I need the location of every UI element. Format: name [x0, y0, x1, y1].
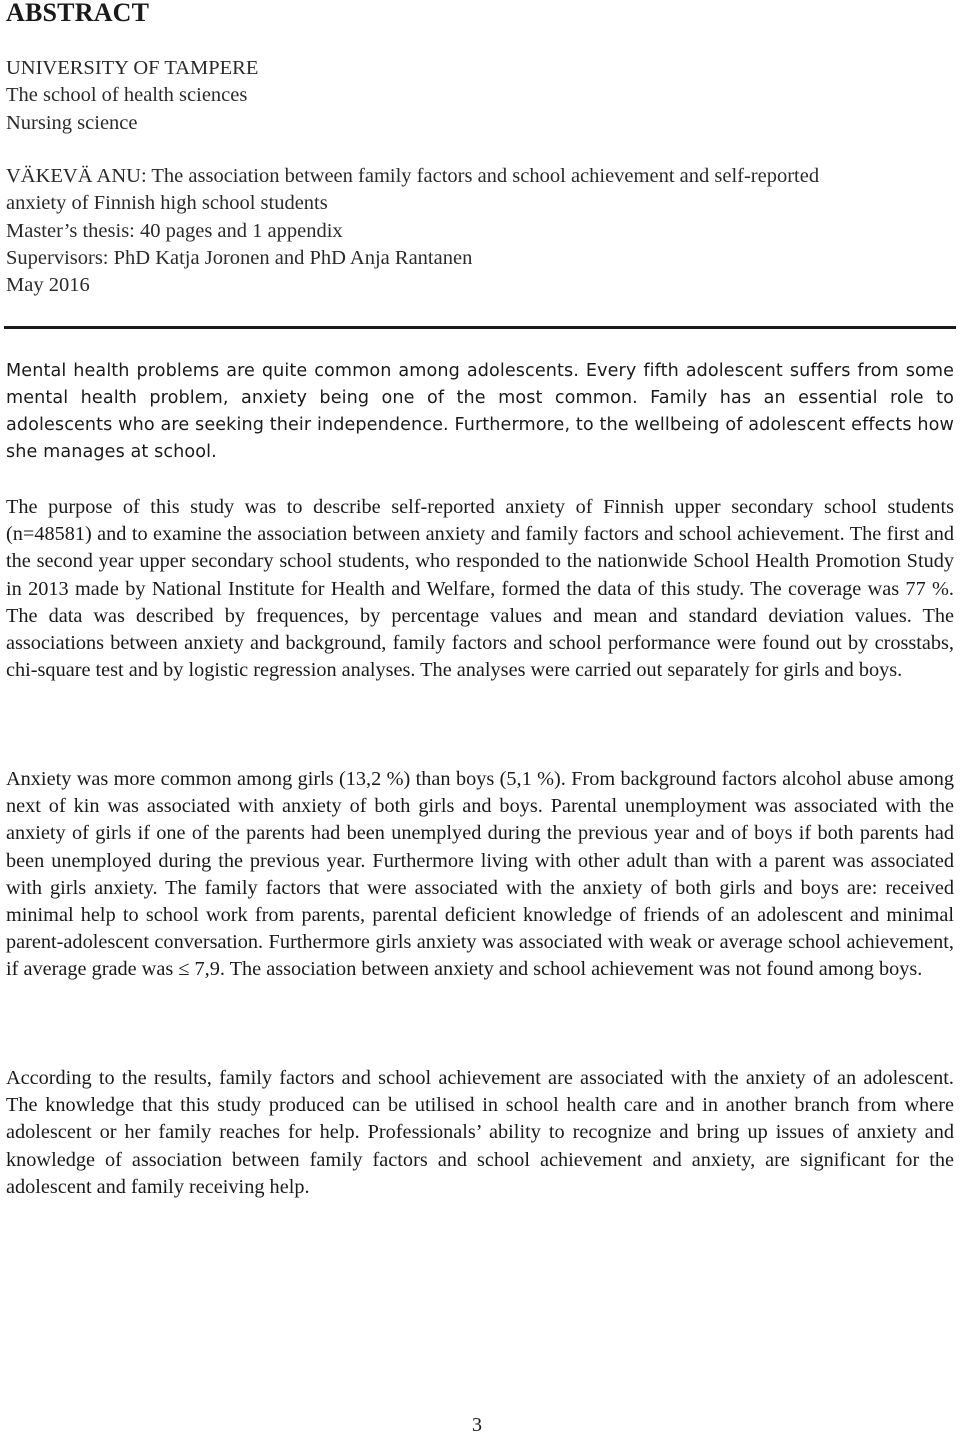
thesis-title-line-1: VÄKEVÄ ANU: The association between family factors and school achievement and self-reported	[6, 165, 820, 187]
thesis-supervisors: Supervisors: PhD Katja Joronen and PhD Anja Rantanen	[6, 246, 473, 269]
abstract-heading: ABSTRACT	[6, 0, 150, 27]
school-name: The school of health sciences	[6, 84, 248, 107]
subject-name: Nursing science	[6, 111, 138, 134]
abstract-paragraph-conclusions: According to the results, family factors and school achievement are associated with the anxiety of an adolescent. The knowledge that this study produced can be utilised in school health care and in another branch from where adolescent or her family reaches for help. Professionals’ ability to recognize and bring up issues of anxiety and knowledge of association between family factors and school achievement and anxiety, are significant for the adolescent and family receiving help.	[6, 1067, 954, 1198]
thesis-date: May 2016	[6, 274, 90, 297]
thesis-title-line-2: anxiety of Finnish high school students	[6, 192, 328, 215]
document-page	[6, 0, 956, 1440]
page-number: 3	[472, 1414, 482, 1436]
abstract-paragraph-background: Mental health problems are quite common among adolescents. Every fifth adolescent suffers from some mental health problem, anxiety being one of the most common. Family has an essential role to adolescents who are seeking their independence. Furthermore, to the wellbeing of adolescent effects how she manages at school.	[6, 361, 954, 462]
abstract-paragraph-purpose-methods: The purpose of this study was to describe self-reported anxiety of Finnish upper secondary school students (n=48581) and to examine the association between anxiety and family factors and school achievement. The first and the second year upper secondary school students, who responded to the nationwide School Health Promotion Study in 2013 made by National Institute for Health and Welfare, formed the data of this study. The coverage was 77 %. The data was described by frequences, by percentage values and mean and standard deviation values. The associations between anxiety and background, family factors and school performance were found out by crosstabs, chi-square test and by logistic regression analyses. The analyses were carried out separately for girls and boys.	[6, 496, 954, 682]
institution-block	[6, 55, 956, 137]
abstract-paragraph-results: Anxiety was more common among girls (13,2 %) than boys (5,1 %). From background factors alcohol abuse among next of kin was associated with anxiety of both girls and boys. Parental unemployment was associated with the anxiety of girls if one of the parents had been unemplyed during the previous year and of boys if both parents had been unemployed during the previous year. Furthermore living with other adult than with a parent was associated with girls anxiety. The family factors that were associated with the anxiety of both girls and boys are: received minimal help to school work from parents, parental deficient knowledge of friends of an adolescent and minimal parent-adolescent conversation. Furthermore girls anxiety was associated with weak or average school achievement, if average grade was ≤ 7,9. The association between anxiety and school achievement was not found among boys.	[6, 768, 954, 981]
university-name: UNIVERSITY OF TAMPERE	[6, 57, 259, 79]
thesis-type: Master’s thesis: 40 pages and 1 appendix	[6, 219, 343, 242]
thesis-info-block	[6, 163, 956, 299]
horizontal-divider	[4, 326, 956, 329]
